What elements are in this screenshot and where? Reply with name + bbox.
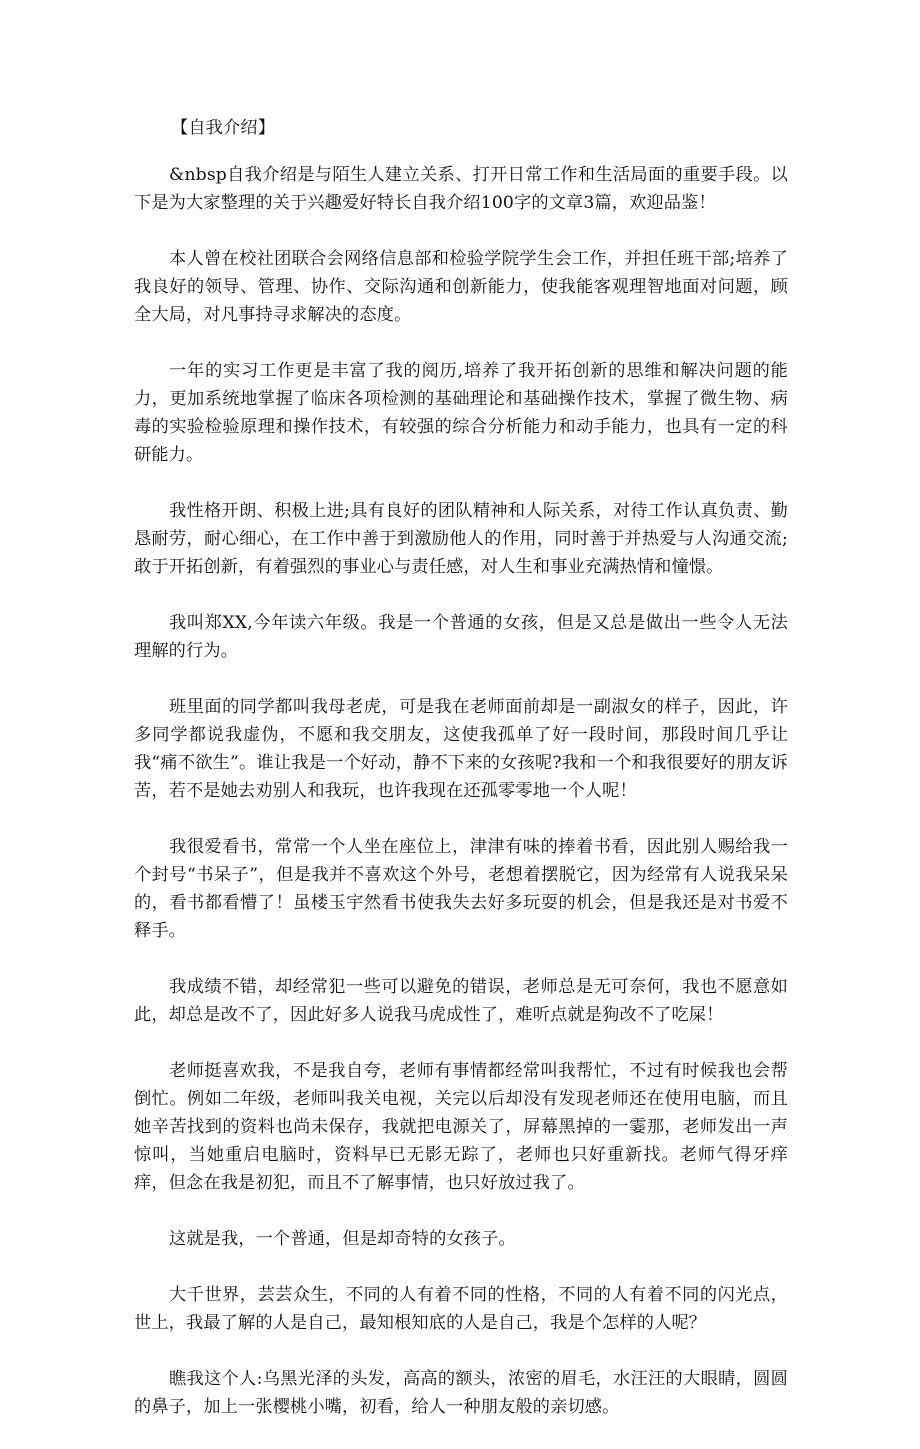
paragraph: 这就是我，一个普通，但是却奇特的女孩子。 [169, 1229, 516, 1249]
document-body [134, 114, 788, 1449]
paragraph: 老师挺喜欢我，不是我自夸，老师有事情都经常叫我帮忙，不过有时候我也会帮倒忙。例如二年级，老师叫我关电视，关完以后却没有发现老师还在使用电脑，而且她辛苦找到的资料也尚未保存，我就把电源关了，屏幕黑掉的一霎那，老师发出一声惊叫，当她重启电脑时，资料早已无影无踪了，老师也只好重新找。老师气得牙痒痒，但念在我是初犯，而且不了解事情，也只好放过我了。 [134, 1061, 788, 1193]
document-heading: 【自我介绍】 [171, 118, 276, 138]
paragraph: 本人曾在校社团联合会网络信息部和检验学院学生会工作，并担任班干部;培养了我良好的领导、管理、协作、交际沟通和创新能力，使我能客观理智地面对问题，顾全大局，对凡事持寻求解决的态度。 [134, 249, 788, 325]
paragraph: 大千世界，芸芸众生，不同的人有着不同的性格，不同的人有着不同的闪光点，世上，我最了解的人是自己，最知根知底的人是自己，我是个怎样的人呢？ [134, 1285, 788, 1333]
paragraph: 我成绩不错，却经常犯一些可以避免的错误，老师总是无可奈何，我也不愿意如此，却总是改不了，因此好多人说我马虎成性了，难听点就是狗改不了吃屎！ [134, 977, 788, 1025]
paragraph: 一年的实习工作更是丰富了我的阅历,培养了我开拓创新的思维和解决问题的能力，更加系统地掌握了临床各项检测的基础理论和基础操作技术，掌握了微生物、病毒的实验检验原理和操作技术，有较强的综合分析能力和动手能力，也具有一定的科研能力。 [134, 361, 788, 465]
paragraph: 我叫郑XX,今年读六年级。我是一个普通的女孩，但是又总是做出一些令人无法理解的行为。 [134, 613, 788, 661]
paragraph-intro: &nbsp自我介绍是与陌生人建立关系、打开日常工作和生活局面的重要手段。以下是为大家整理的关于兴趣爱好特长自我介绍100字的文章3篇，欢迎品鉴！ [134, 165, 788, 213]
paragraph: 班里面的同学都叫我母老虎，可是我在老师面前却是一副淑女的样子，因此，许多同学都说我虚伪，不愿和我交朋友，这使我孤单了好一段时间，那段时间几乎让我“痛不欲生”。谁让我是一个好动，静不下来的女孩呢?我和一个和我很要好的朋友诉苦，若不是她去劝别人和我玩，也许我现在还孤零零地一个人呢！ [134, 697, 788, 801]
paragraph: 瞧我这个人:乌黑光泽的头发，高高的额头，浓密的眉毛，水汪汪的大眼睛，圆圆的鼻子，加上一张樱桃小嘴，初看，给人一种朋友般的亲切感。 [134, 1369, 788, 1417]
paragraph: 我性格开朗、积极上进;具有良好的团队精神和人际关系，对待工作认真负责、勤恳耐劳，耐心细心，在工作中善于到激励他人的作用，同时善于并热爱与人沟通交流;敢于开拓创新，有着强烈的事业心与责任感，对人生和事业充满热情和憧憬。 [134, 501, 788, 577]
paragraph: 我很爱看书，常常一个人坐在座位上，津津有味的捧着书看，因此别人赐给我一个封号“书呆子”，但是我并不喜欢这个外号，老想着摆脱它，因为经常有人说我呆呆的，看书都看懵了！虽楼玉宇然看书使我失去好多玩耍的机会，但是我还是对书爱不释手。 [134, 837, 788, 941]
